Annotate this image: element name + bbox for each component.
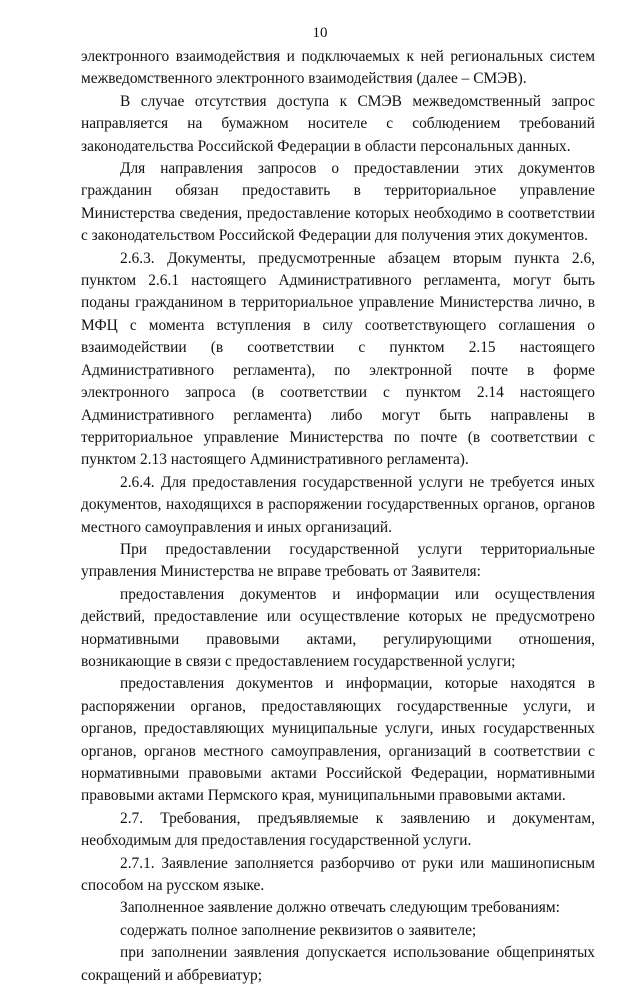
paragraph-requirements-intro: Заполненное заявление должно отвечать следующим требованиям: bbox=[120, 899, 560, 917]
paragraph-2-7: 2.7. Требования, предъявляемые к заявлению и документам, необходимым для предоставления государственной услуги. bbox=[81, 809, 595, 850]
page-number: 10 bbox=[312, 25, 328, 41]
paragraph-continuation: электронного взаимодействия и подключаемых к ней региональных систем межведомственного электронного взаимодействия (далее – СМЭВ). bbox=[81, 48, 595, 88]
paragraph-2-6-4: 2.6.4. Для предоставления государственной услуги не требуется иных документов, находящихся в распоряжении государственных органов, органов местного самоуправления и иных организаций. bbox=[81, 473, 595, 536]
paragraph-smev-absence: В случае отсутствия доступа к СМЭВ межведомственный запрос направляется на бумажном носителе с соблюдением требований законодательства Российской Федерации в области персональных данных. bbox=[81, 92, 595, 155]
paragraph-requirement-2: при заполнении заявления допускается использование общепринятых сокращений и аббревиатур; bbox=[81, 944, 595, 984]
paragraph-2-7-1: 2.7.1. Заявление заполняется разборчиво от руки или машинописным способом на русском языке. bbox=[81, 854, 595, 895]
paragraph-not-entitled: При предоставлении государственной услуги территориальные управления Министерства не вправе требовать от Заявителя: bbox=[81, 540, 595, 581]
paragraph-list-item-1: предоставления документов и информации или осуществления действий, предоставление или осуществление которых не предусмотрено нормативными правовыми актами, регулирующими отношения, возникающие в связи с предоставлением государственной услуги; bbox=[81, 585, 595, 670]
paragraph-list-item-2: предоставления документов и информации, которые находятся в распоряжении органов, предоставляющих государственные услуги, и органов, предоставляющих муниципальные услуги, иных государственных органов, органов местного самоуправления, организаций в соответствии с нормативными правовыми актами Российской Федерации, нормативными правовыми актами Пермского края, муниципальными правовыми актами. bbox=[81, 675, 595, 805]
document-body bbox=[81, 46, 595, 987]
paragraph-requirement-1: содержать полное заполнение реквизитов о заявителе; bbox=[120, 921, 477, 939]
paragraph-2-6-3: 2.6.3. Документы, предусмотренные абзацем вторым пункта 2.6, пунктом 2.6.1 настоящего Административного регламента, могут быть поданы гражданином в территориальное управление Министерства лично, в МФЦ с момента вступления в силу соответствующего соглашения о взаимодействии (в соответствии с пунктом 2.15 настоящего Административного регламента), по электронной почте в форме электронного запроса (в соответствии с пунктом 2.14 настоящего Административного регламента) либо могут быть направлены в территориальное управление Министерства по почте (в соответствии с пунктом 2.13 настоящего Административного регламента). bbox=[81, 249, 595, 469]
paragraph-citizen-obligation: Для направления запросов о предоставлении этих документов гражданин обязан предоставить в территориальное управление Министерства сведения, предоставление которых необходимо в соответствии с законодательством Российской Федерации для получения этих документов. bbox=[81, 160, 595, 245]
